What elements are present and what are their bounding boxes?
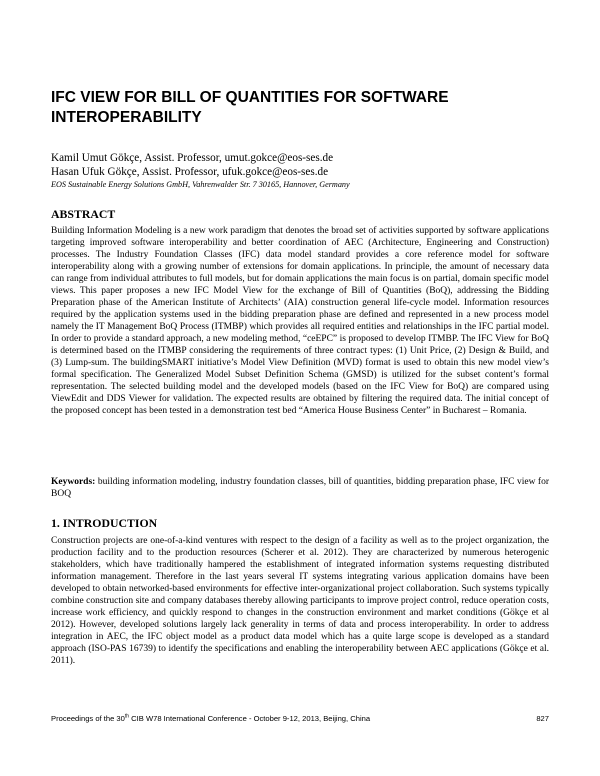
keywords-text: building information modeling, industry foundation classes, bill of quantities, bidding preparation phase, IFC view for BOQ [51, 477, 549, 499]
affiliation: EOS Sustainable Energy Solutions GmbH, Vahrenwalder Str. 7 30165, Hannover, Germany [51, 180, 350, 190]
abstract-text: Building Information Modeling is a new work paradigm that denotes the broad set of activities supported by software applications targeting improved software interoperability and better coordination of AEC (Architecture, Engineering and Construction) processes. The Industry Foundation Classes (IFC) data model standard provides a core reference model for software interoperability along with a growing number of extensions for domain applications. In principle, the amount of necessary data can range from individual attributes to full models, but for domain applications the main focus is on partial, domain specific model views. This paper proposes a new IFC Model View for the exchange of Bill of Quantities (BoQ), addressing the Bidding Preparation phase of the American Institute of Architects’ (AIA) construction general life-cycle model. Information resources required by the application systems used in the bidding preparation phase are defined and represented in a new process model namely the IT Management BoQ Process (ITMBP) which provides all required entities and relationships in the IFC partial model. In order to provide a standard approach, a new modeling method, “ceEPC” is proposed to develop ITMBP. The IFC View for BoQ is determined based on the ITMBP considering the requirements of three contract types: (1) Unit Price, (2) Design & Build, and (3) Lump-sum. The buildingSMART initiative’s Model View Definition (MVD) format is used to obtain this new model view’s formal specification. The Generalized Model Subset Definition Schema (GMSD) is utilized for the subset content’s formal representation. The selected building model and the developed models (based on the IFC View for BoQ) are compared using ViewEdit and DDS Viewer for validation. The expected results are obtained by filtering the required data. The initial concept of the proposed concept has been tested in a demonstration test bed “America House Business Center” in Bucharest – Romania. [51, 226, 549, 416]
keywords-paragraph [51, 476, 549, 500]
proceedings-citation: Proceedings of the 30th CIB W78 International Conference - October 9-12, 2013, Beijing, China [51, 713, 371, 723]
introduction-heading: 1. INTRODUCTION [51, 516, 158, 530]
introduction-text: Construction projects are one-of-a-kind ventures with respect to the design of a facility as well as to the project organization, the production facility and to the production resources (Scherer et al. 2012). They are characterized by numerous heterogenic stakeholders, which have traditionally hampered the establishment of integrated information systems requesting distributed information management. Therefore in the last years several IT systems integrating various application domains have been developed to obtain networked-based environments for effective inter-organizational project collaboration. Such systems typically combine construction site and company databases thereby allowing participants to improve project control, reduce operation costs, increase work efficiency, and quickly respond to changes in the construction environment and market conditions (Gökçe et al 2012). However, developed solutions largely lack generality in terms of data and process interoperability. In order to address integration in AEC, the IFC object model as a product data model which has a quite large scope is developed as a standard approach (ISO-PAS 16739) to identify the specifications and enabling the interoperability between AEC applications (Gökçe et al. 2011). [51, 536, 549, 666]
abstract-heading: ABSTRACT [51, 207, 116, 221]
keywords-label: Keywords: [51, 477, 96, 487]
page-number: 827 [536, 714, 549, 723]
paper-title: IFC VIEW FOR BILL OF QUANTITIES FOR SOFTWARE INTEROPERABILITY [51, 89, 449, 126]
author-1: Kamil Umut Gökçe, Assist. Professor, umut.gokce@eos-ses.de [51, 152, 334, 164]
author-block [51, 152, 551, 191]
page-footer [51, 714, 549, 723]
author-2: Hasan Ufuk Gökçe, Assist. Professor, ufuk.gokce@eos-ses.de [51, 165, 329, 178]
